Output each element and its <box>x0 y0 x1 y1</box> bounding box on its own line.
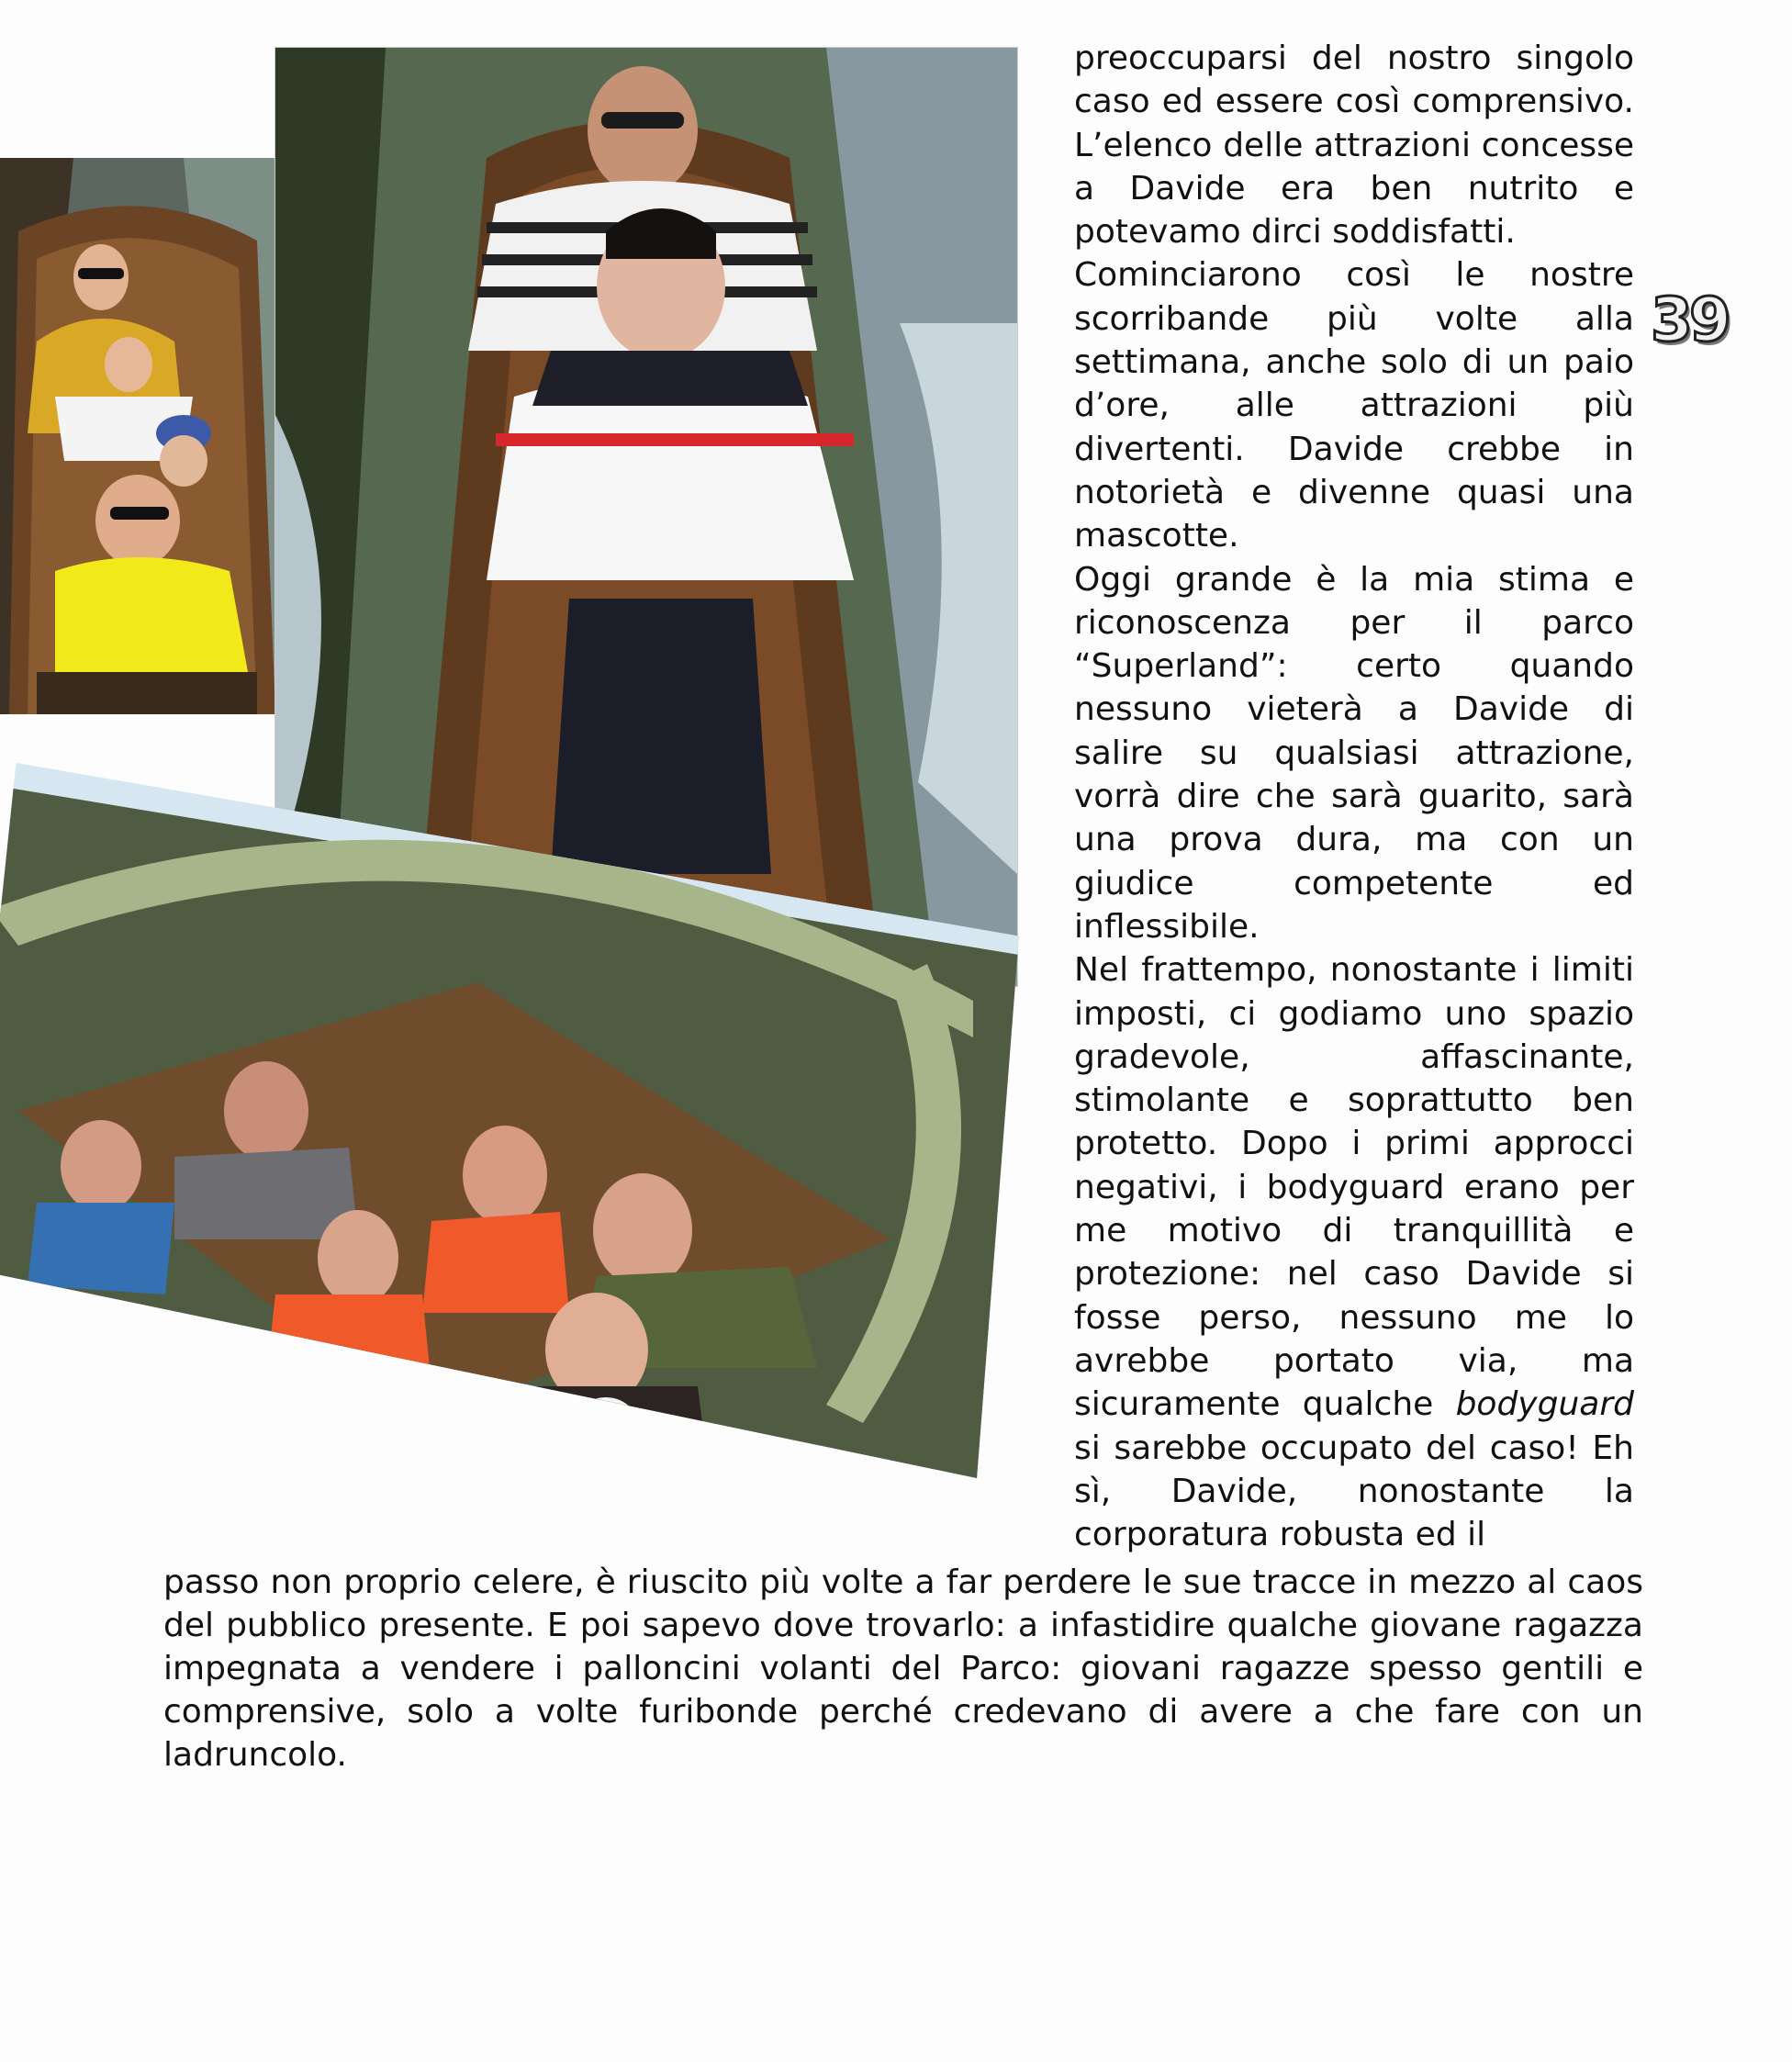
paragraph-4 <box>1074 948 1634 1556</box>
paragraph-1: preoccuparsi del nostro singolo caso ed essere così comprensivo. L’elenco delle attrazioni concesse a Davide era ben nutrito e potevamo dirci soddisfatti. <box>1074 39 1634 252</box>
paragraph-4-part-a: Nel frattempo, nonostante i limiti imposti, ci godiamo uno spazio gradevole, affascinante, stimolante e soprattutto ben protetto. Dopo i primi approcci negativi, i bodyguard erano per me motivo di tranquillità e protezione: nel caso Davide si fosse perso, nessuno me lo avrebbe portato via, ma sicuramente qualche <box>1074 951 1634 1424</box>
roller-coaster-photo-frame <box>0 725 1019 1478</box>
log-flume-photo-small <box>0 158 281 714</box>
roller-coaster-photo <box>0 725 1019 1478</box>
paragraph-4-part-b: si sarebbe occupato del caso! Eh sì, Davide, nonostante la corporatura robusta ed il <box>1074 1429 1634 1554</box>
paragraph-3: Oggi grande è la mia stima e riconoscenza per il parco “Superland”: certo quando nessuno vieterà a Davide di salire su qualsiasi attrazione, vorrà dire che sarà guarito, sarà una prova dura, ma con un giudice competente ed inflessibile. <box>1074 560 1634 946</box>
log-flume-photo-small-art <box>0 158 281 714</box>
paragraph-2: Cominciarono così le nostre scorribande più volte alla settimana, anche solo di un paio d’ore, alle attrazioni più divertenti. Davide crebbe in notorietà e divenne quasi una mascotte. <box>1074 256 1634 555</box>
roller-coaster-photo-art <box>0 725 1019 1478</box>
paragraph-4-emphasis: bodyguard <box>1455 1385 1634 1424</box>
page-number: 39 <box>1651 285 1728 355</box>
paragraph-4-continuation: passo non proprio celere, è riuscito più volte a far perdere le sue tracce in mezzo al caos del pubblico presente. E poi sapevo dove trovarlo: a infastidire qualche giovane ragazza impegnata a vendere i palloncini volanti del Parco: giovani ragazze spesso gentili e comprensive, solo a volte furibonde perché credevano di avere a che fare con un ladruncolo. <box>163 1563 1643 1774</box>
text-column <box>1074 37 1634 1556</box>
